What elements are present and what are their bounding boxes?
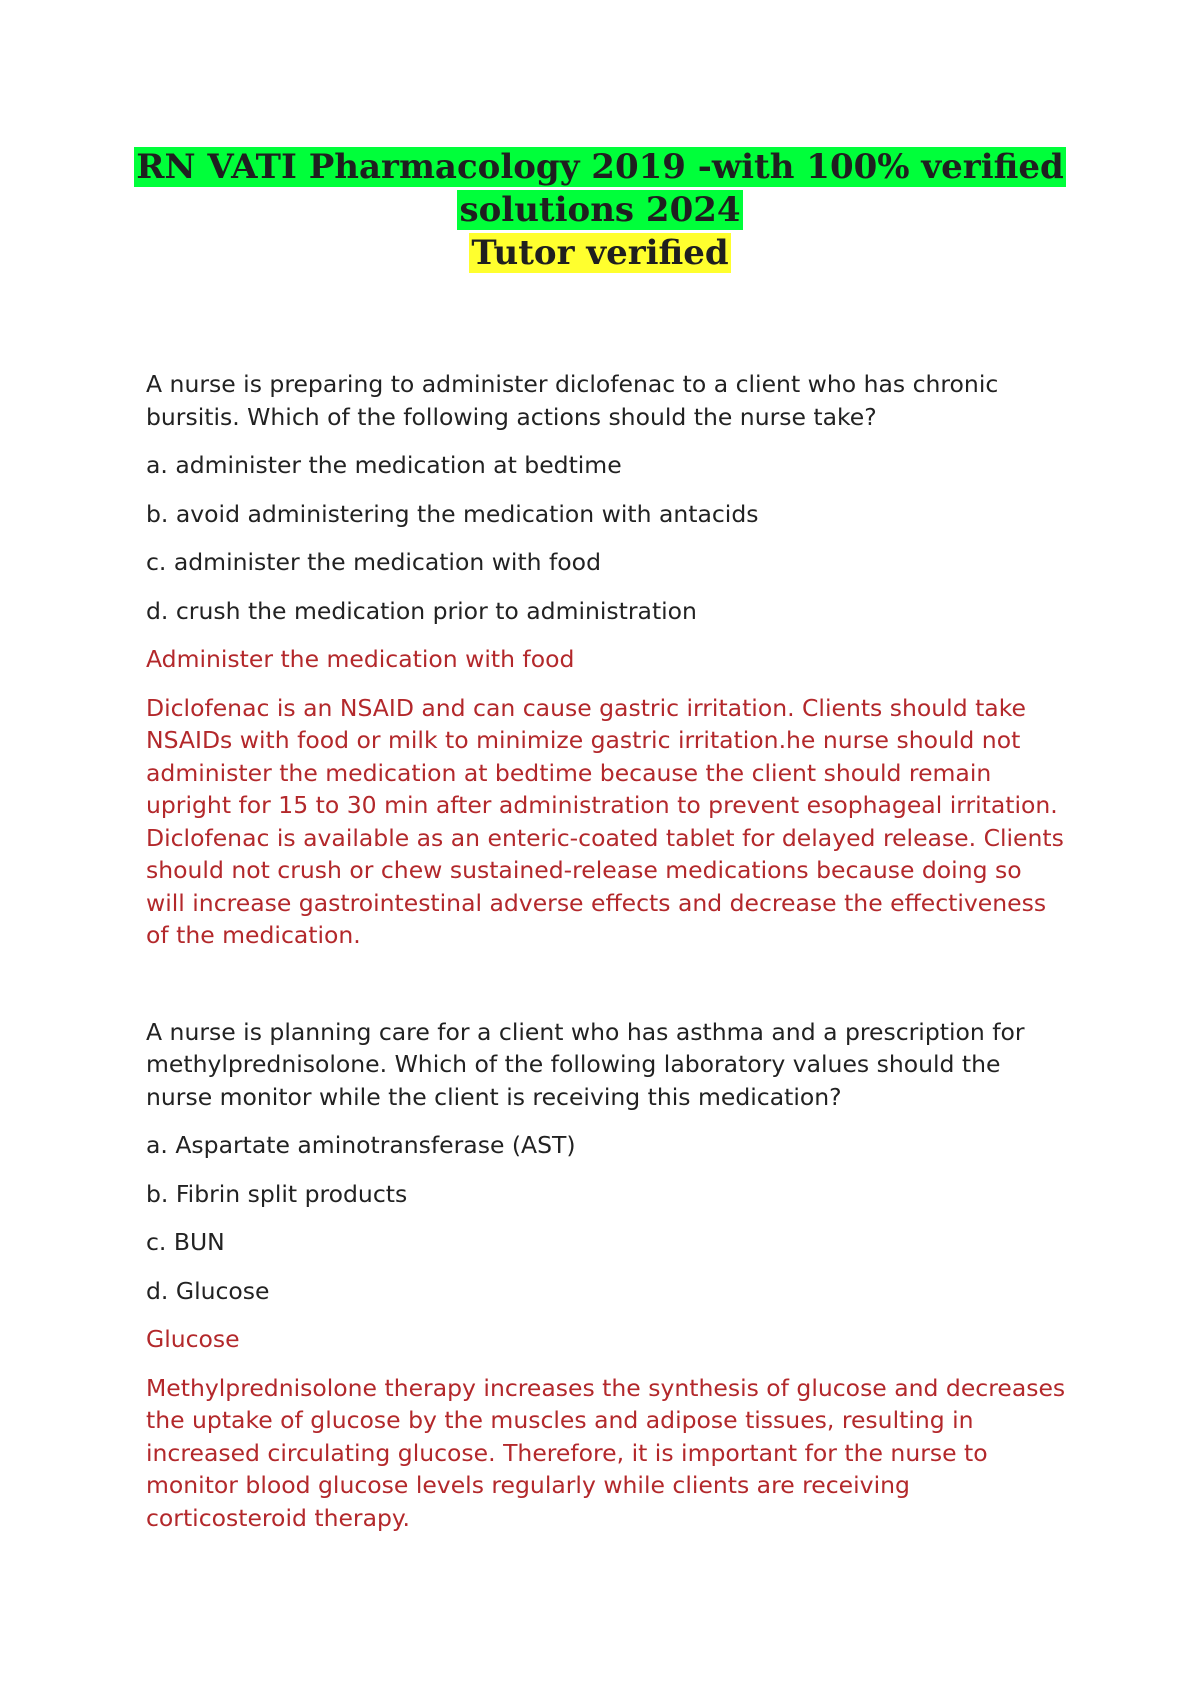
question-stem: A nurse is preparing to administer diclofenac to a client who has chronic bursitis. Which of the following actions should the nurse take? [146,370,999,431]
correct-answer: Glucose [146,1325,240,1353]
option-d: d. Glucose [146,1276,270,1305]
option-b: b. Fibrin split products [146,1179,408,1208]
question-2 [146,1016,1066,1535]
answer-rationale: Methylprednisolone therapy increases the synthesis of glucose and decreases the uptake of glucose by the muscles and adipose tissues, resulting in increased circulating glucose. Therefore, it is important for the nurse to monitor blood glucose levels regularly while clients are receiving corticosteroid therapy. [146,1373,1066,1532]
title-line-2: solutions 2024 [459,190,741,230]
option-a: a. administer the medication at bedtime [146,451,622,479]
question-1 [146,368,1066,952]
document-title [0,146,1200,275]
title-line-1: RN VATI Pharmacology 2019 -with 100% verified [136,147,1064,187]
title-line-3: Tutor verified [471,233,729,273]
option-b: b. avoid administering the medication with antacids [146,499,759,528]
questions-body [146,368,1066,1534]
option-d: d. crush the medication prior to administration [146,596,697,625]
answer-rationale: Diclofenac is an NSAID and can cause gastric irritation. Clients should take NSAIDs with food or milk to minimize gastric irritation.he nurse should not administer the medication at bedtime because the client should remain upright for 15 to 30 min after administration to prevent esophageal irritation. Diclofenac is available as an enteric-coated tablet for delayed release. Clients should not crush or chew sustained-release medications because doing so will increase gastrointestinal adverse effects and decrease the effectiveness of the medication. [146,693,1064,949]
correct-answer: Administer the medication with food [146,645,575,673]
question-stem: A nurse is planning care for a client who has asthma and a prescription for methylprednisolone. Which of the following laboratory values should the nurse monitor while the client is receiving this medication? [146,1017,1025,1111]
option-c: c. administer the medication with food [146,548,601,576]
option-a: a. Aspartate aminotransferase (AST) [146,1131,576,1159]
option-c: c. BUN [146,1228,225,1256]
